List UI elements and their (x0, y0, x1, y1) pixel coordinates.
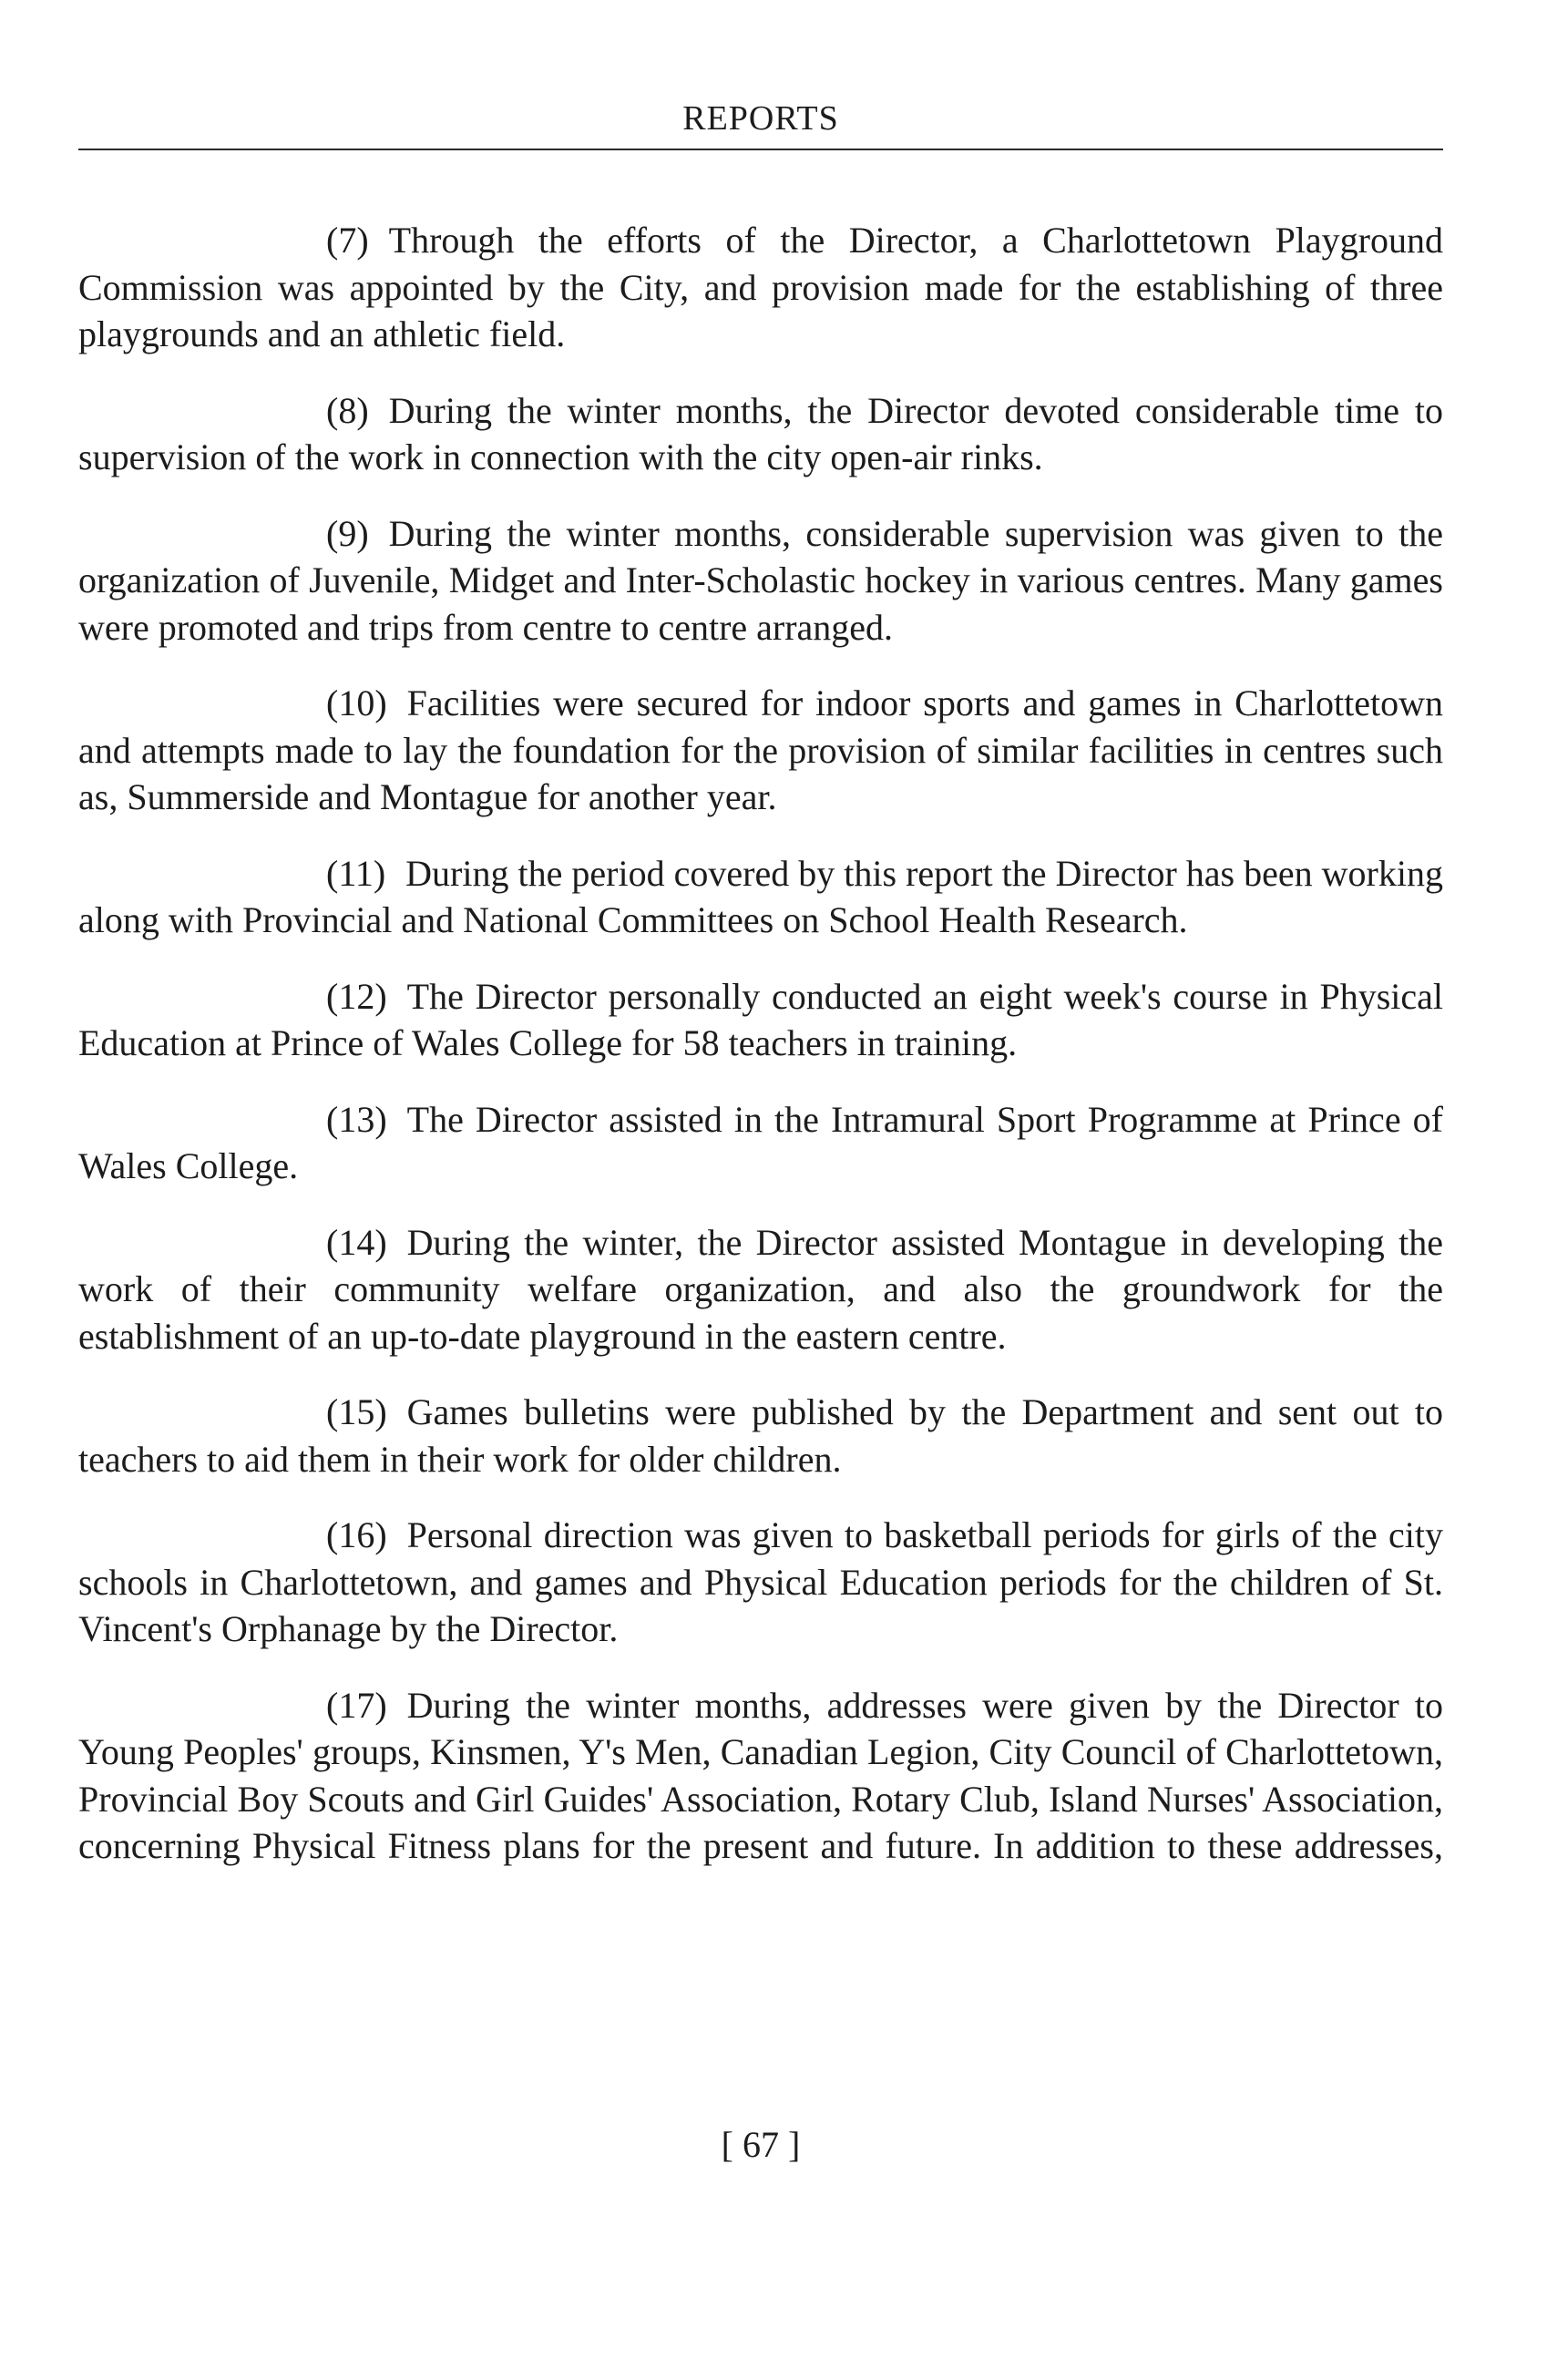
paragraph-17 (78, 1682, 1443, 1870)
paragraph-8 (78, 387, 1443, 481)
running-head: REPORTS (682, 99, 839, 138)
paragraph-text: During the winter months, considerable supervision was given to the organization of Juvenile, Midget and Inter-Scholastic hockey in various centres. Many games were promoted and trips from centre to centre arranged. (78, 512, 1443, 648)
paragraph-number: (13) (326, 1098, 387, 1140)
paragraph-15 (78, 1389, 1443, 1482)
paragraph-text: The Director assisted in the Intramural Sport Programme at Prince of Wales College. (78, 1098, 1443, 1186)
paragraph-number: (15) (326, 1391, 387, 1432)
paragraph-10 (78, 680, 1443, 821)
paragraph-number: (14) (326, 1221, 387, 1263)
paragraph-number: (17) (326, 1684, 387, 1726)
paragraph-text: Personal direction was given to basketball periods for girls of the city schools in Charlottetown, and games and Physical Education periods for the children of St. Vincent's Orphanage by the Director. (78, 1514, 1443, 1649)
paragraph-text: The Director personally conducted an eight week's course in Physical Education at Prince of Wales College for 58 teachers in training. (78, 975, 1443, 1063)
paragraph-text: Games bulletins were published by the Department and sent out to teachers to aid them in their work for older children. (78, 1391, 1443, 1480)
paragraph-14 (78, 1219, 1443, 1360)
body-text (78, 217, 1443, 1899)
paragraph-11 (78, 850, 1443, 944)
paragraph-16 (78, 1512, 1443, 1653)
paragraph-9 (78, 510, 1443, 651)
paragraph-text: During the period covered by this report the Director has been working along with Provincial and National Committees on School Health Research. (78, 852, 1443, 940)
paragraph-number: (8) (326, 389, 369, 431)
paragraph-text: During the winter months, the Director devoted considerable time to supervision of the work in connection with the city open-air rinks. (78, 389, 1443, 477)
paragraph-13 (78, 1096, 1443, 1190)
paragraph-text: During the winter months, addresses were given by the Director to Young Peoples' groups, Kinsmen, Y's Men, Canadian Legion, City Council of Charlottetown, Provincial Boy Scouts and Girl Guides' Association, Rotary Club, Island Nurses' Association, concerning Physical Fitness plans for the present and future. In addition to these addresses, (78, 1684, 1443, 1866)
paragraph-number: (11) (326, 852, 386, 894)
paragraph-text: Facilities were secured for indoor sports and games in Charlottetown and attempts made to lay the foundation for the provision of similar facilities in centres such as, Summerside and Montague for another year. (78, 682, 1443, 817)
paragraph-text: During the winter, the Director assisted Montague in developing the work of their community welfare organization, and also the groundwork for the establishment of an up-to-date playground in the eastern centre. (78, 1221, 1443, 1357)
paragraph-12 (78, 973, 1443, 1067)
paragraph-7 (78, 217, 1443, 358)
paragraph-text: Through the efforts of the Director, a Charlottetown Playground Commission was appointed by the City, and provision made for the establishing of three playgrounds and an athletic field. (78, 220, 1443, 354)
paragraph-number: (9) (326, 512, 369, 554)
header-rule (78, 149, 1443, 150)
page-number: [ 67 ] (721, 2124, 801, 2165)
paragraph-number: (7) (326, 220, 369, 261)
paragraph-number: (12) (326, 975, 387, 1017)
paragraph-number: (10) (326, 682, 387, 723)
paragraph-number: (16) (326, 1514, 387, 1555)
